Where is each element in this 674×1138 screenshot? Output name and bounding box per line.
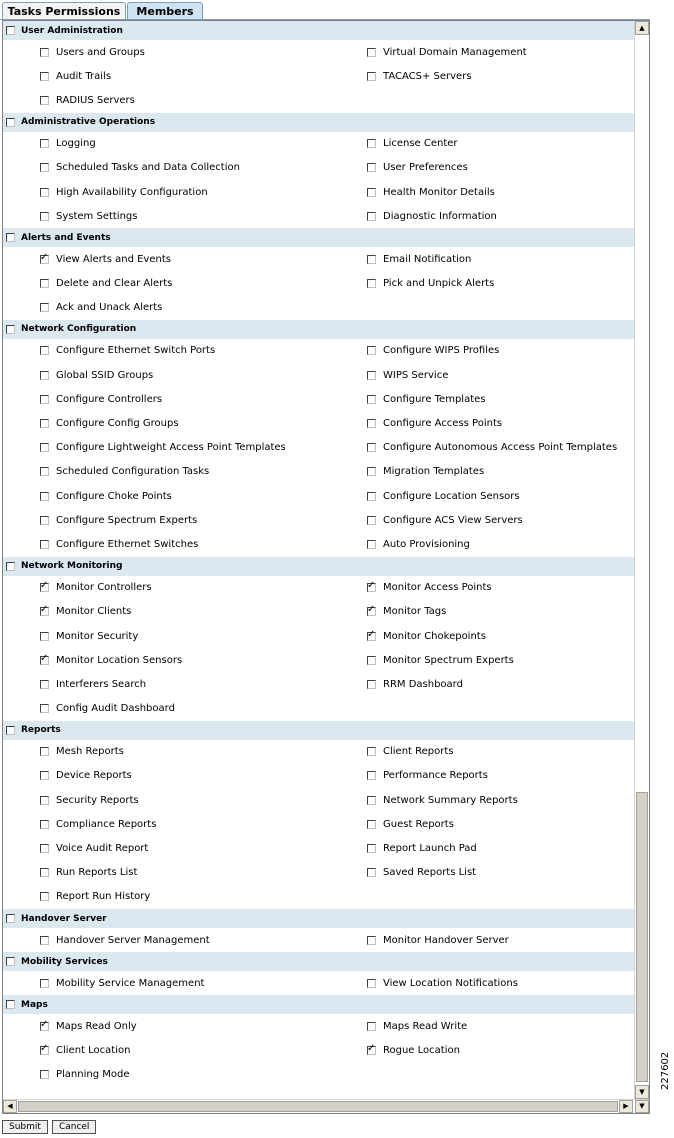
permission-label: WIPS Service [383, 369, 449, 381]
permission-checkbox[interactable] [367, 395, 376, 404]
scroll-right-icon[interactable]: ▶ [619, 1100, 633, 1113]
permission-item[interactable] [3, 296, 327, 320]
horizontal-scroll-thumb[interactable] [18, 1101, 618, 1112]
permission-label: Mesh Reports [56, 746, 124, 758]
permission-item[interactable] [327, 180, 635, 204]
permission-item[interactable] [327, 156, 635, 180]
permission-checkbox[interactable] [40, 255, 49, 264]
permission-item[interactable] [3, 1039, 327, 1063]
tab-members[interactable]: Members [127, 2, 203, 19]
permission-checkbox[interactable] [367, 607, 376, 616]
section-title: Alerts and Events [21, 232, 111, 243]
permission-checkbox[interactable] [367, 346, 376, 355]
section-items [3, 928, 635, 952]
section-items [3, 740, 635, 909]
permission-checkbox[interactable] [367, 467, 376, 476]
permission-checkbox[interactable] [40, 704, 49, 713]
permission-checkbox[interactable] [40, 1046, 49, 1055]
permission-checkbox[interactable] [40, 583, 49, 592]
permission-item[interactable] [3, 788, 327, 812]
permission-item[interactable] [327, 624, 635, 648]
permission-label: User Preferences [383, 162, 468, 174]
permission-label: Scheduled Tasks and Data Collection [56, 162, 240, 174]
permission-checkbox[interactable] [40, 979, 49, 988]
permission-label: Maps Read Only [56, 1020, 137, 1032]
permission-item[interactable] [3, 40, 327, 64]
permission-checkbox[interactable] [367, 747, 376, 756]
permission-label: Health Monitor Details [383, 186, 495, 198]
permission-section [3, 228, 635, 320]
permission-item[interactable] [3, 971, 327, 995]
section-header [3, 228, 635, 247]
permission-checkbox[interactable] [367, 656, 376, 665]
permission-label: Device Reports [56, 770, 132, 782]
permission-item[interactable] [3, 436, 327, 460]
permission-item[interactable] [327, 672, 635, 696]
section-checkbox[interactable] [6, 562, 15, 571]
permission-item[interactable] [3, 672, 327, 696]
permission-item[interactable] [327, 508, 635, 532]
permission-item[interactable] [327, 836, 635, 860]
permission-label: Mobility Service Management [56, 977, 205, 989]
permission-checkbox[interactable] [40, 747, 49, 756]
permission-checkbox[interactable] [40, 680, 49, 689]
permission-label: Config Audit Dashboard [56, 703, 175, 715]
permission-item[interactable] [327, 971, 635, 995]
permission-item[interactable] [3, 928, 327, 952]
scroll-left-icon[interactable]: ◀ [3, 1100, 17, 1113]
permission-section [3, 21, 635, 113]
permission-label: Guest Reports [383, 818, 454, 830]
permission-checkbox[interactable] [367, 72, 376, 81]
permission-section [3, 320, 635, 557]
permission-checkbox[interactable] [40, 371, 49, 380]
permission-item[interactable] [327, 600, 635, 624]
permission-label: Configure Config Groups [56, 418, 179, 430]
section-header [3, 320, 635, 339]
permission-checkbox[interactable] [40, 844, 49, 853]
permission-item[interactable] [3, 247, 327, 271]
permission-item[interactable] [327, 247, 635, 271]
permission-checkbox[interactable] [40, 443, 49, 452]
permission-label: Email Notification [383, 253, 472, 265]
form-actions [2, 1120, 96, 1134]
permission-checkbox[interactable] [367, 820, 376, 829]
permission-item[interactable] [327, 132, 635, 156]
scroll-up-icon[interactable]: ▲ [635, 21, 649, 35]
permission-item[interactable] [3, 460, 327, 484]
permission-checkbox[interactable] [367, 844, 376, 853]
permission-label: Maps Read Write [383, 1020, 468, 1032]
permission-checkbox[interactable] [367, 188, 376, 197]
permission-label: TACACS+ Servers [383, 70, 472, 82]
permission-item[interactable] [327, 532, 635, 556]
permission-label: Monitor Controllers [56, 582, 152, 594]
permission-item[interactable] [327, 40, 635, 64]
permission-checkbox[interactable] [367, 419, 376, 428]
permission-item[interactable] [3, 1063, 327, 1087]
permission-label: Rogue Location [383, 1045, 460, 1057]
permission-item[interactable] [3, 740, 327, 764]
permission-item[interactable] [327, 740, 635, 764]
permission-item[interactable] [327, 411, 635, 435]
permission-checkbox[interactable] [367, 1046, 376, 1055]
permission-item[interactable] [327, 1014, 635, 1038]
vertical-scrollbar[interactable] [634, 21, 649, 1099]
section-header [3, 721, 635, 740]
permission-checkbox[interactable] [40, 656, 49, 665]
section-title: Mobility Services [21, 956, 108, 967]
permission-checkbox[interactable] [367, 371, 376, 380]
tab-tasks-permissions[interactable]: Tasks Permissions [2, 2, 126, 19]
permission-item[interactable] [3, 180, 327, 204]
permission-checkbox[interactable] [40, 892, 49, 901]
permission-label: Run Reports List [56, 867, 138, 879]
permission-checkbox[interactable] [367, 443, 376, 452]
permission-label: Diagnostic Information [383, 210, 497, 222]
section-items [3, 132, 635, 229]
section-checkbox[interactable] [6, 325, 15, 334]
permission-item[interactable] [3, 600, 327, 624]
permission-item[interactable] [327, 204, 635, 228]
permission-label: Configure Ethernet Switches [56, 538, 199, 550]
permission-item[interactable] [327, 64, 635, 88]
section-checkbox[interactable] [6, 1000, 15, 1009]
permission-checkbox[interactable] [367, 632, 376, 641]
permission-label: Monitor Handover Server [383, 934, 509, 946]
permission-label: Saved Reports List [383, 867, 477, 879]
section-checkbox[interactable] [6, 914, 15, 923]
permission-item[interactable] [327, 272, 635, 296]
permission-item[interactable] [327, 436, 635, 460]
permission-checkbox[interactable] [367, 771, 376, 780]
permission-item[interactable] [3, 576, 327, 600]
permission-item[interactable] [327, 648, 635, 672]
permission-checkbox[interactable] [367, 279, 376, 288]
scroll-down-corner-icon[interactable]: ▼ [635, 1100, 649, 1113]
horizontal-scrollbar[interactable] [3, 1099, 649, 1113]
permission-item[interactable] [3, 64, 327, 88]
permission-item[interactable] [3, 508, 327, 532]
permission-checkbox[interactable] [40, 516, 49, 525]
permission-checkbox[interactable] [367, 163, 376, 172]
permission-label: Report Launch Pad [383, 843, 477, 855]
permission-checkbox[interactable] [40, 607, 49, 616]
permission-checkbox[interactable] [367, 255, 376, 264]
section-checkbox[interactable] [6, 957, 15, 966]
permission-label: Planning Mode [56, 1069, 130, 1081]
permission-item[interactable] [3, 697, 327, 721]
permission-label: Handover Server Management [56, 934, 210, 946]
permission-label: Monitor Security [56, 630, 139, 642]
permission-checkbox[interactable] [367, 1022, 376, 1031]
permission-section [3, 909, 635, 952]
section-title: Administrative Operations [21, 117, 156, 128]
permission-checkbox[interactable] [367, 936, 376, 945]
permission-label: Compliance Reports [56, 818, 157, 830]
permission-label: License Center [383, 138, 458, 150]
permission-label: Report Run History [56, 891, 151, 903]
permission-label: Security Reports [56, 794, 139, 806]
permission-checkbox[interactable] [40, 632, 49, 641]
permission-item[interactable] [3, 132, 327, 156]
permission-item[interactable] [3, 532, 327, 556]
permission-checkbox[interactable] [40, 771, 49, 780]
permission-checkbox[interactable] [40, 540, 49, 549]
permission-label: Monitor Spectrum Experts [383, 654, 514, 666]
permission-item[interactable] [3, 764, 327, 788]
permission-label: Configure Templates [383, 393, 486, 405]
permissions-panel [2, 20, 650, 1114]
permission-item[interactable] [327, 576, 635, 600]
permission-item[interactable] [3, 156, 327, 180]
section-header [3, 557, 635, 576]
permission-label: Interferers Search [56, 678, 147, 690]
permission-item[interactable] [327, 339, 635, 363]
permission-checkbox[interactable] [367, 492, 376, 501]
permission-section [3, 952, 635, 995]
permission-section [3, 721, 635, 909]
permission-checkbox[interactable] [40, 395, 49, 404]
permission-label: Configure Autonomous Access Point Templates [383, 442, 618, 454]
permission-checkbox[interactable] [367, 680, 376, 689]
permission-checkbox[interactable] [367, 583, 376, 592]
permission-item[interactable] [3, 484, 327, 508]
figure-id: 227602 [660, 1051, 671, 1090]
permissions-list [3, 21, 635, 1087]
permission-checkbox[interactable] [40, 188, 49, 197]
permission-item[interactable] [3, 836, 327, 860]
permission-checkbox[interactable] [367, 212, 376, 221]
permission-checkbox[interactable] [40, 936, 49, 945]
permission-item[interactable] [3, 624, 327, 648]
permission-checkbox[interactable] [40, 467, 49, 476]
submit-button[interactable]: Submit [2, 1120, 48, 1134]
permission-checkbox[interactable] [367, 540, 376, 549]
permission-checkbox[interactable] [40, 212, 49, 221]
section-items [3, 40, 635, 113]
section-header [3, 21, 635, 40]
permission-label: Configure Controllers [56, 393, 163, 405]
permission-checkbox[interactable] [367, 796, 376, 805]
permission-item[interactable] [327, 861, 635, 885]
permission-label: Delete and Clear Alerts [56, 278, 173, 290]
permission-label: Auto Provisioning [383, 538, 470, 550]
section-checkbox[interactable] [6, 26, 15, 35]
permission-item[interactable] [327, 928, 635, 952]
section-checkbox[interactable] [6, 726, 15, 735]
permission-label: Users and Groups [56, 46, 145, 58]
permission-label: Monitor Location Sensors [56, 654, 183, 666]
permission-item[interactable] [3, 88, 327, 112]
permission-label: Pick and Unpick Alerts [383, 278, 495, 290]
permission-label: Audit Trails [56, 70, 112, 82]
section-checkbox[interactable] [6, 233, 15, 242]
permission-label: Client Location [56, 1045, 131, 1057]
permission-checkbox[interactable] [40, 868, 49, 877]
permission-label: Logging [56, 138, 96, 150]
permission-checkbox[interactable] [40, 139, 49, 148]
permission-label: Migration Templates [383, 466, 485, 478]
section-checkbox[interactable] [6, 118, 15, 127]
permission-item[interactable] [327, 363, 635, 387]
permission-label: Performance Reports [383, 770, 488, 782]
permission-item[interactable] [3, 272, 327, 296]
section-title: Reports [21, 725, 61, 736]
section-header [3, 113, 635, 132]
permission-section [3, 995, 635, 1087]
permission-item[interactable] [3, 339, 327, 363]
section-items [3, 971, 635, 995]
permission-item[interactable] [327, 460, 635, 484]
permission-label: RRM Dashboard [383, 678, 463, 690]
permission-item[interactable] [327, 387, 635, 411]
permission-checkbox[interactable] [40, 492, 49, 501]
permission-label: View Alerts and Events [56, 253, 171, 265]
section-header [3, 909, 635, 928]
section-items [3, 1014, 635, 1087]
permission-label: Monitor Tags [383, 606, 447, 618]
section-title: Network Monitoring [21, 561, 123, 572]
permission-label: High Availability Configuration [56, 186, 208, 198]
permission-checkbox[interactable] [367, 516, 376, 525]
section-title: Handover Server [21, 913, 107, 924]
permission-checkbox[interactable] [40, 346, 49, 355]
permission-label: Configure Ethernet Switch Ports [56, 345, 216, 357]
permission-checkbox[interactable] [40, 163, 49, 172]
section-title: User Administration [21, 25, 123, 36]
permission-item[interactable] [3, 411, 327, 435]
section-title: Maps [21, 999, 48, 1010]
permission-label: Ack and Unack Alerts [56, 302, 163, 314]
permission-checkbox[interactable] [40, 96, 49, 105]
permission-item[interactable] [327, 812, 635, 836]
permission-item[interactable] [3, 648, 327, 672]
permission-checkbox[interactable] [40, 1022, 49, 1031]
permission-checkbox[interactable] [40, 1070, 49, 1079]
permission-checkbox[interactable] [40, 279, 49, 288]
permission-label: Network Summary Reports [383, 794, 518, 806]
section-items [3, 576, 635, 721]
permission-item[interactable] [327, 764, 635, 788]
permission-checkbox[interactable] [40, 48, 49, 57]
section-items [3, 247, 635, 320]
permission-label: Configure Location Sensors [383, 490, 520, 502]
permission-item[interactable] [3, 812, 327, 836]
permission-item[interactable] [327, 1039, 635, 1063]
permission-checkbox[interactable] [367, 139, 376, 148]
permission-label: View Location Notifications [383, 977, 518, 989]
scroll-down-icon[interactable]: ▼ [635, 1085, 649, 1099]
permission-label: Configure Lightweight Access Point Templates [56, 442, 286, 454]
permission-item[interactable] [3, 885, 327, 909]
permission-label: Monitor Access Points [383, 582, 492, 594]
permission-item[interactable] [327, 484, 635, 508]
permission-label: Global SSID Groups [56, 369, 154, 381]
permission-item[interactable] [3, 204, 327, 228]
permission-checkbox[interactable] [40, 303, 49, 312]
permission-label: Client Reports [383, 746, 454, 758]
permission-label: Voice Audit Report [56, 843, 149, 855]
permission-checkbox[interactable] [367, 48, 376, 57]
section-header [3, 952, 635, 971]
permission-checkbox[interactable] [40, 820, 49, 829]
permission-label: Configure WIPS Profiles [383, 345, 500, 357]
permission-label: Configure Choke Points [56, 490, 172, 502]
permission-item[interactable] [3, 363, 327, 387]
permission-label: Monitor Clients [56, 606, 132, 618]
permission-item[interactable] [3, 861, 327, 885]
vertical-scroll-thumb[interactable] [636, 792, 648, 1082]
permission-label: Configure ACS View Servers [383, 514, 523, 526]
permission-item[interactable] [3, 1014, 327, 1038]
permission-label: Configure Spectrum Experts [56, 514, 198, 526]
permission-label: RADIUS Servers [56, 94, 135, 106]
permission-checkbox[interactable] [367, 868, 376, 877]
tab-bar [0, 0, 674, 20]
permission-checkbox[interactable] [40, 72, 49, 81]
section-title: Network Configuration [21, 324, 137, 335]
section-items [3, 339, 635, 557]
permission-checkbox[interactable] [367, 979, 376, 988]
permission-label: System Settings [56, 210, 138, 222]
permission-section [3, 113, 635, 229]
cancel-button[interactable]: Cancel [52, 1120, 97, 1134]
permission-checkbox[interactable] [40, 796, 49, 805]
permission-label: Monitor Chokepoints [383, 630, 486, 642]
permission-label: Virtual Domain Management [383, 46, 527, 58]
permission-item[interactable] [3, 387, 327, 411]
permission-section [3, 557, 635, 721]
permission-checkbox[interactable] [40, 419, 49, 428]
permission-item[interactable] [327, 788, 635, 812]
section-header [3, 995, 635, 1014]
permission-label: Scheduled Configuration Tasks [56, 466, 210, 478]
permission-label: Configure Access Points [383, 418, 503, 430]
